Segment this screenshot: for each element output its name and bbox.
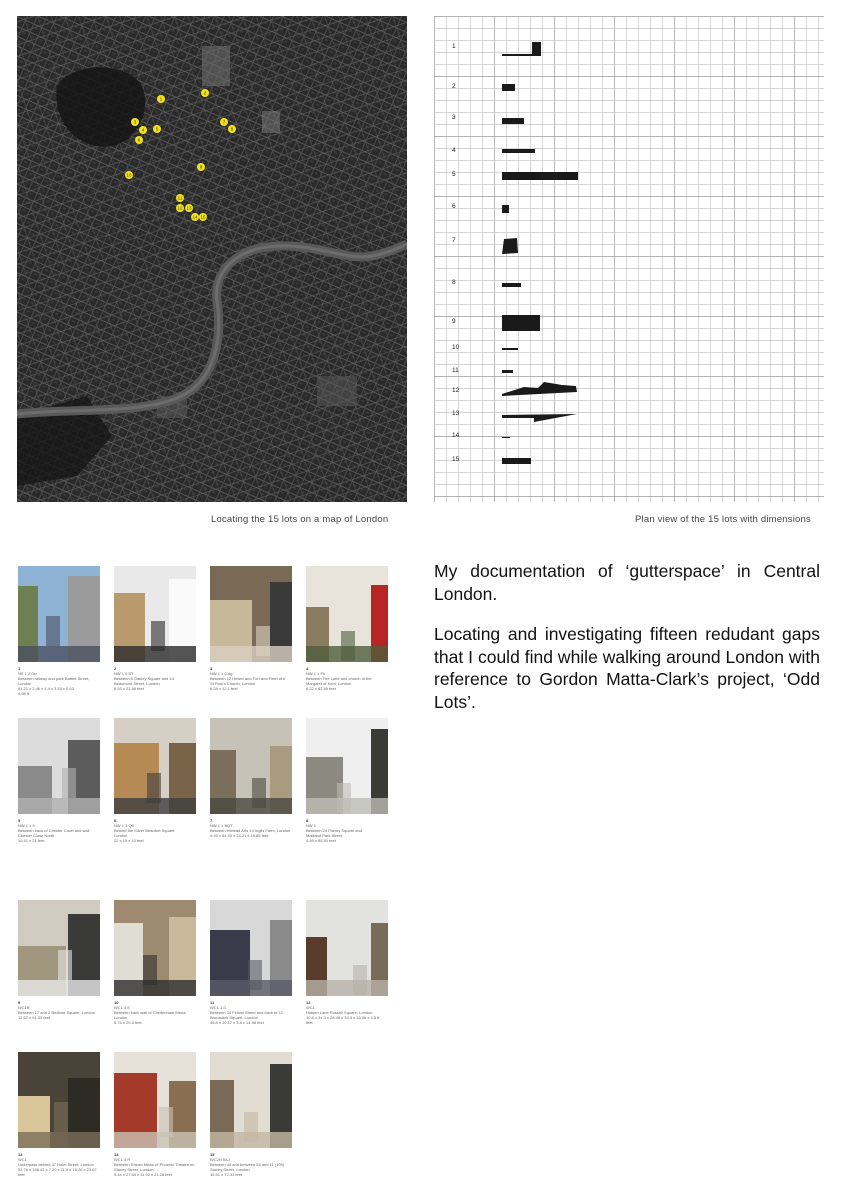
plan-row-label-11: 11 <box>452 367 459 374</box>
lot-caption-line: 22 x 15 x 10 feet <box>114 838 144 843</box>
lot-caption-line: Stacey Street, London <box>114 1167 154 1172</box>
map-caption: Locating the 15 lots on a map of London <box>211 514 389 525</box>
map-marker-label-2: 2 <box>203 90 207 96</box>
lot-photo-8 <box>306 718 388 814</box>
lot-caption-line: WC1 4 R <box>114 1157 131 1162</box>
lot-caption-line: Between Fire Lane and church of the <box>306 676 372 681</box>
lot-caption-line: London <box>114 833 128 838</box>
lot-caption-line: 4.49 x 54.93 x 24.21 x 19.65 feet <box>210 833 269 838</box>
lot-shape-7 <box>502 238 518 254</box>
plan-row-label-2: 2 <box>452 83 456 90</box>
lot-number: 4 <box>306 666 309 671</box>
lot-photo-9 <box>18 900 100 996</box>
lot-caption-line: NE 1 2 0kr <box>18 671 37 676</box>
lot-shape-5 <box>502 172 578 180</box>
lot-caption-line: 6.28 x 12.1 feet <box>210 686 238 691</box>
lot-caption-line: London <box>114 1015 128 1020</box>
lot-shape-13 <box>502 414 577 422</box>
lot-caption-line: Stacey Street, London <box>210 1167 250 1172</box>
lot-caption-line: WC1B <box>18 1005 30 1010</box>
lot-caption-line: WC1 4 E <box>114 1005 131 1010</box>
lot-photo-13 <box>18 1052 100 1148</box>
lot-caption-7 <box>210 818 296 838</box>
lot-caption-line: 16.91 x 72.31 feet <box>210 1172 243 1177</box>
lot-shape-12 <box>502 382 577 396</box>
lot-caption-line: Between Hixtead Arts 14 Inglis Farm, London <box>210 828 291 833</box>
lot-number: 5 <box>18 818 21 823</box>
lot-number: 6 <box>114 818 117 823</box>
lot-caption-line: Brunswick Square, London <box>210 1015 258 1020</box>
plan-row-label-12: 12 <box>452 387 460 394</box>
map-marker-label-7: 7 <box>222 119 226 125</box>
plan-row-label-1: 1 <box>452 43 456 50</box>
map-marker-label-15: 15 <box>200 214 206 220</box>
lot-number: 15 <box>210 1152 215 1157</box>
plan-grid-svg <box>434 16 824 502</box>
lot-caption-line: 52.76 x 148.42 x 7.20 x 11.9 x 15.26 x 23.67 <box>18 1167 97 1172</box>
lot-caption-4 <box>306 666 392 691</box>
map-marker-label-11: 11 <box>177 195 183 201</box>
plan-row-label-15: 15 <box>452 456 460 463</box>
lot-caption-line: NW 1 1 9 <box>18 823 35 828</box>
lot-caption-line: Between back of Chester Court and wall <box>18 828 90 833</box>
lot-photo-1 <box>18 566 100 662</box>
lot-caption-line: feet <box>306 1020 313 1025</box>
map-marker-label-14: 14 <box>192 214 198 220</box>
lot-number: 1 <box>18 666 21 671</box>
lot-caption-line: Chester Close North <box>18 833 55 838</box>
lot-caption-line: Between 12 Hewer and Fort and Fleet of 6 <box>210 676 286 681</box>
lot-caption-line: Behind the Silver Beaufort Square <box>114 828 175 833</box>
lot-caption-5 <box>18 818 104 843</box>
lot-number: 11 <box>210 1000 215 1005</box>
lot-shape-9 <box>502 315 540 331</box>
map-marker-label-12: 12 <box>177 205 183 211</box>
london-map <box>17 16 407 502</box>
lot-caption-line: 12.52 x 91.33 feet <box>18 1015 51 1020</box>
lot-photo-11 <box>210 900 292 996</box>
lot-photo-4 <box>306 566 388 662</box>
map-marker-label-1: 1 <box>159 96 163 102</box>
lot-caption-line: 10.41 x 21 feet <box>18 838 45 843</box>
lot-photo-3 <box>210 566 292 662</box>
lot-caption-line: NW 1 0 ET <box>114 671 134 676</box>
lot-shape-15 <box>502 458 531 464</box>
lot-caption-11 <box>210 1000 296 1025</box>
plan-row-label-8: 8 <box>452 279 456 286</box>
lot-caption-line: 6.22 x 82.65 feet <box>306 686 336 691</box>
lot-caption-9 <box>18 1000 104 1020</box>
intro-paragraph-2: Locating and investigating fifteen redudant gaps that I could find while walking around London with reference to Gordon Matta-Clark’s project, ‘Odd Lots’. <box>434 624 820 712</box>
lot-caption-line: Between 34 Fellow Street and back of 12 <box>210 1010 283 1015</box>
lot-caption-line: Margaret of Kent, London <box>306 681 352 686</box>
plan-row-label-4: 4 <box>452 147 456 154</box>
intro-paragraph-1: My documentation of ‘gutterspace’ in Central London. <box>434 561 820 604</box>
lot-number: 10 <box>114 1000 119 1005</box>
lot-caption-line: 8.53 x 22.58 feet <box>114 686 144 691</box>
lot-caption-line: Between 44 and between 53 and 11 (109) <box>210 1162 285 1167</box>
plan-caption: Plan view of the 15 lots with dimensions <box>635 514 811 525</box>
lot-shape-10 <box>502 348 518 350</box>
map-marker-label-4: 4 <box>141 127 145 133</box>
map-marker-label-9: 9 <box>199 164 203 170</box>
lot-photo-15 <box>210 1052 292 1148</box>
lot-photo-2 <box>114 566 196 662</box>
plan-row-label-10: 10 <box>452 344 460 351</box>
lot-caption-line: Beaumont Street, London <box>114 681 160 686</box>
lot-caption-line: Between 6 Oakley Square and 44 <box>114 676 174 681</box>
lot-caption-line: WC1 <box>306 1005 315 1010</box>
lot-caption-2 <box>114 666 200 691</box>
lot-caption-line: Between 24 Fitzroy Square and <box>306 828 363 833</box>
lot-photo-14 <box>114 1052 196 1148</box>
lot-photo-7 <box>210 718 292 814</box>
lot-caption-1 <box>18 666 104 696</box>
lot-number: 9 <box>18 1000 21 1005</box>
lot-caption-13 <box>18 1152 104 1177</box>
lot-shape-11 <box>502 370 513 373</box>
map-marker-label-5: 5 <box>155 126 159 132</box>
map-marker-label-6: 6 <box>137 137 141 143</box>
lot-caption-line: Hidden Lane Russell Square, London <box>306 1010 373 1015</box>
lot-photo-5 <box>18 718 100 814</box>
lot-caption-line: London <box>18 681 32 686</box>
lot-caption-line: feet <box>18 1172 25 1177</box>
satellite-map-image <box>17 16 407 502</box>
lot-caption-line: 61.21 x 2.46 x 1.4 x 3.33 x 0.63 <box>18 686 74 691</box>
lot-caption-12 <box>306 1000 392 1025</box>
lot-photo-6 <box>114 718 196 814</box>
lot-caption-15 <box>210 1152 296 1177</box>
intro-text <box>434 560 820 731</box>
lot-caption-line: Underpass behind 47 Holm Street, London <box>18 1162 94 1167</box>
plan-row-label-13: 13 <box>452 410 460 417</box>
plan-row-label-3: 3 <box>452 114 456 121</box>
lot-caption-line: WC1 <box>18 1157 27 1162</box>
lot-shape-2 <box>502 84 515 91</box>
lot-caption-line: Between railway and park Bartlet Street, <box>18 676 90 681</box>
lot-caption-line: 5.74 x 29.5 feet <box>114 1020 142 1025</box>
plan-view-grid <box>434 16 824 502</box>
lot-caption-line: NW 1 1 BQT <box>210 823 233 828</box>
lot-number: 12 <box>306 1000 311 1005</box>
lot-caption-line: Between 17 and 2 Bedford Square, London <box>18 1010 95 1015</box>
lot-caption-line: St Paul’s Church, London <box>210 681 256 686</box>
lot-caption-3 <box>210 666 296 691</box>
map-marker-label-13: 13 <box>186 205 192 211</box>
plan-row-label-9: 9 <box>452 318 456 325</box>
lot-caption-line: Between Rhead Mews of Phoenix Theatre on <box>114 1162 195 1167</box>
map-marker-label-8: 8 <box>230 126 234 132</box>
lot-number: 14 <box>114 1152 119 1157</box>
plan-row-label-6: 6 <box>452 203 456 210</box>
lot-caption-line: 45.8 x 10.17 x 3.8 x 14.98 feet <box>210 1020 264 1025</box>
lot-number: 3 <box>210 666 213 671</box>
lot-caption-line: 10.8 x 34.3 x 28.49 x 33.3 x 15.28 x 4.5 ft <box>306 1015 380 1020</box>
lot-shape-1 <box>502 42 541 56</box>
lot-caption-14 <box>114 1152 200 1177</box>
lot-caption-line: NW 1 1 Pk <box>306 671 326 676</box>
lot-caption-10 <box>114 1000 200 1025</box>
plan-row-label-5: 5 <box>452 171 456 178</box>
lot-caption-line: NW 1 3 Q6 <box>114 823 134 828</box>
lot-number: 8 <box>306 818 309 823</box>
lot-number: 7 <box>210 818 213 823</box>
lot-caption-line: Maitland Park Street <box>306 833 343 838</box>
lot-caption-8 <box>306 818 392 843</box>
lot-caption-line: WC2H 9AJ <box>210 1157 230 1162</box>
lot-photo-12 <box>306 900 388 996</box>
lot-caption-line: 4.98 ft <box>18 691 30 696</box>
lot-shape-4 <box>502 149 535 153</box>
map-marker-label-10: 10 <box>126 172 132 178</box>
map-marker-label-3: 3 <box>133 119 137 125</box>
lot-photo-10 <box>114 900 196 996</box>
lot-shape-3 <box>502 118 524 124</box>
lot-caption-line: 4.49 x 55.93 feet <box>306 838 336 843</box>
lot-number: 2 <box>114 666 117 671</box>
lot-caption-line: 5.44 x 27.54 x 11.92 x 21.28 feet <box>114 1172 172 1177</box>
lot-caption-6 <box>114 818 200 843</box>
lot-caption-line: NW 1 <box>306 823 316 828</box>
plan-row-label-7: 7 <box>452 237 456 244</box>
lot-shape-8 <box>502 283 521 287</box>
lot-caption-line: WC1 1 D <box>210 1005 227 1010</box>
lot-caption-line: Between back wall of Cheltenham Mews <box>114 1010 186 1015</box>
lot-shape-6 <box>502 205 509 213</box>
plan-row-label-14: 14 <box>452 432 460 439</box>
lot-number: 13 <box>18 1152 23 1157</box>
lot-shape-14 <box>502 437 510 438</box>
lot-caption-line: NW 1 1 0 Ag <box>210 671 233 676</box>
